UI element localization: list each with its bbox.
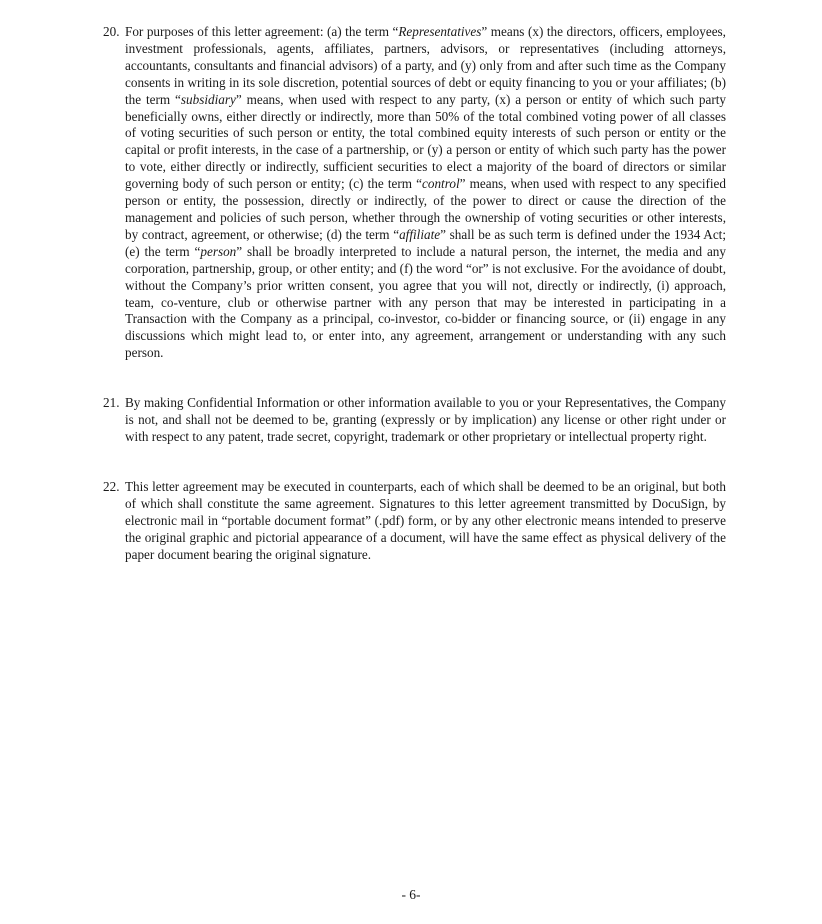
text-segment: ” means (x) the directors, officers, employees, investment professionals, agents, affiliates, partners, advisors, or representatives (including attorneys, accountants, consultants and financial advisors) of a party, and (y) only from and after such time as the Company consents in writing in its sole discretion, potential sources of debt or equity financing to you or your affiliates; (b) the term “ xyxy=(125,24,726,107)
defined-term-person: person xyxy=(200,243,237,259)
defined-term-subsidiary: subsidiary xyxy=(180,91,236,107)
text-segment: ” means, when used with respect to any party, (x) a person or entity of which such party beneficially owns, either directly or indirectly, more than 50% of the total combined voting power of all classes of voting securities of such person or entity, the total combined equity interests of such person or entity or the capital or profit interests, in the case of a partnership, or (y) a person or entity of which such party has the power to vote, either directly or indirectly, sufficient securities to elect a majority of the board of directors or similar governing body of such person or entity; (c) the term “ xyxy=(125,91,726,192)
paragraph-number: 21. xyxy=(103,395,120,410)
text-segment: For purposes of this letter agreement: (a) the term “ xyxy=(125,24,399,39)
paragraph-number: 22. xyxy=(103,479,120,494)
text-segment: ” means, when used with respect to any specified person or entity, the possession, directly or indirectly, of the power to direct or cause the direction of the management and policies of such person, whether through the ownership of voting securities or other interests, by contract, agreement, or otherwise; (d) the term “ xyxy=(125,176,726,242)
paragraph-text: By making Confidential Information or other information available to you or your Representatives, the Company is not, and shall not be deemed to be, granting (expressly or by implication) any license or other right under or with respect to any patent, trade secret, copyright, trademark or other proprietary or intellectual property right. xyxy=(125,395,726,444)
defined-term-affiliate: affiliate xyxy=(399,226,441,242)
paragraph-number: 20. xyxy=(103,24,120,39)
text-segment: ” shall be broadly interpreted to include a natural person, the internet, the media and any corporation, partnership, group, or other entity; and (f) the word “or” is not exclusive. For the avoidance of doubt, without the Company’s prior written consent, you agree that you will not, directly or indirectly, (i) approach, team, co-venture, club or otherwise partner with any person that may be interested in participating in a Transaction with the Company as a principal, co-investor, co-bidder or financing source, or (ii) engage in any discussions which might lead to, or enter into, any agreement, arrangement or understanding with any such person. xyxy=(125,243,726,361)
defined-term-control: control xyxy=(422,176,460,192)
paragraph-text xyxy=(125,24,726,362)
paragraph-21 xyxy=(103,395,726,446)
paragraph-text: This letter agreement may be executed in counterparts, each of which shall be deemed to be an original, but both of which shall constitute the same agreement. Signatures to this letter agreement transmitted by DocuSign, by electronic mail in “portable document format” (.pdf) form, or by any other electronic means intended to preserve the original graphic and pictorial appearance of a document, will have the same effect as physical delivery of the paper document bearing the original signature. xyxy=(125,479,726,562)
paragraph-22 xyxy=(103,479,726,564)
page-number: - 6- xyxy=(401,887,421,902)
paragraph-20 xyxy=(103,24,726,362)
text-segment: ” shall be as such term is defined under the 1934 Act; (e) the term “ xyxy=(125,226,727,259)
defined-term-representatives: Representatives xyxy=(398,24,482,39)
